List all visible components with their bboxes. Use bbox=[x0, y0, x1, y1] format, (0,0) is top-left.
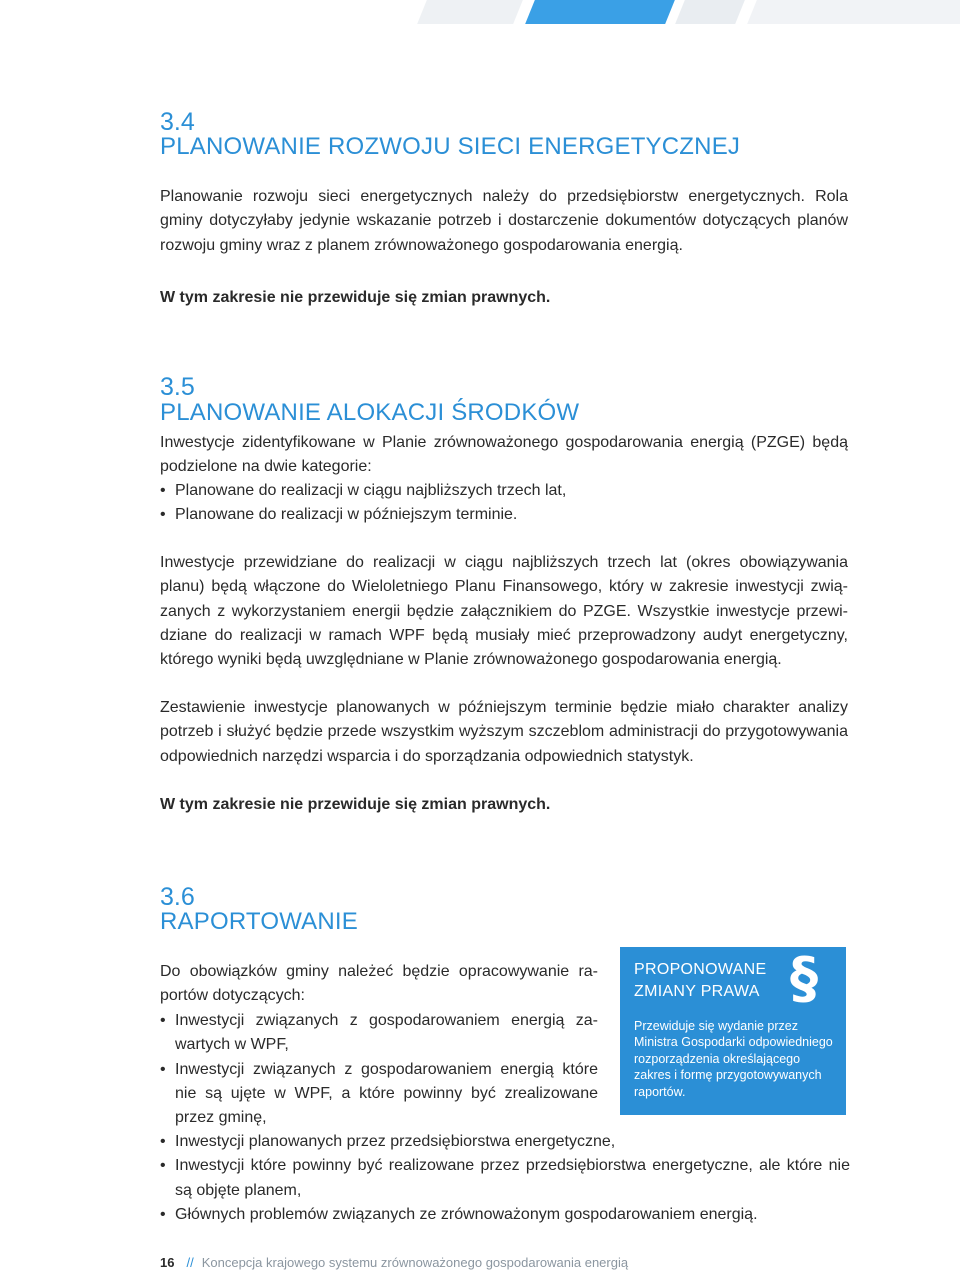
top-bar-segment bbox=[417, 0, 523, 24]
box-text: Przewiduje się wydanie przez Ministra Gospodarki odpowiedniego rozporządzenia określającego zakres i formę przygotowywanych raportów. bbox=[634, 1019, 833, 1099]
section-3-6-bullet-list-wide bbox=[160, 1130, 850, 1227]
section-3-5-intro: Inwestycje zidentyfikowane w Planie zrównoważonego gospodarowania energią (PZGE) będą podzielone na dwie kategorie: bbox=[160, 434, 848, 476]
list-item: • Głównych problemów związanych ze zrównoważonym gospodarowaniem energią. bbox=[160, 1203, 850, 1227]
section-3-4-note: W tym zakresie nie przewiduje się zmian prawnych. bbox=[160, 289, 551, 306]
section-title-3-5: PLANOWANIE ALOKACJI ŚRODKÓW bbox=[160, 399, 580, 426]
section-number-3-4: 3.4 bbox=[160, 108, 195, 136]
footer-title: Koncepcja krajowego systemu zrównoważonego gospodarowania energią bbox=[201, 1255, 629, 1270]
list-item: • Planowane do realizacji w ciągu najbliższych trzech lat, bbox=[160, 479, 860, 503]
section-number-3-5: 3.5 bbox=[160, 373, 195, 401]
top-bar-segment bbox=[675, 0, 745, 24]
footer-separator: // bbox=[186, 1255, 194, 1270]
page-number: 16 bbox=[160, 1255, 175, 1270]
list-item: • Inwestycji planowanych przez przedsiębiorstwa energetyczne, bbox=[160, 1130, 850, 1154]
top-decorative-bar bbox=[0, 0, 960, 24]
section-3-5-note: W tym zakresie nie przewiduje się zmian prawnych. bbox=[160, 796, 551, 813]
list-item: • Inwestycji które powinny być realizowane przez przedsiębiorstwa energetyczne, ale które nie są objęte planem, bbox=[160, 1154, 850, 1203]
section-number-3-6: 3.6 bbox=[160, 883, 195, 911]
section-title-3-4: PLANOWANIE ROZWOJU SIECI ENERGETYCZNEJ bbox=[160, 133, 741, 160]
section-3-5-paragraph-1: Inwestycje przewidziane do realizacji w ciągu najbliższych trzech lat (okres obowiązywania planu) będą włączone do Wieloletniego Planu Finansowego, który w zakresie inwestycji związanych z wykorzystaniem energii będzie załącznikiem do PZGE. Wszystkie inwestycje przewidziane do realizacji w ramach WPF będą musiały mieć przeprowadzony audyt energetyczny, którego wyniki będą uwzględniane w Planie zrównoważonego gospodarowania energią. bbox=[160, 554, 848, 669]
section-sign-icon: § bbox=[790, 946, 818, 1011]
section-3-6-intro: Do obowiązków gminy należeć będzie opracowywanie raportów dotyczących: bbox=[160, 963, 598, 1005]
section-3-6-bullet-list-narrow bbox=[160, 1009, 598, 1130]
list-item: • Planowane do realizacji w późniejszym terminie. bbox=[160, 503, 860, 527]
section-3-5-paragraph-2: Zestawienie inwestycje planowanych w późniejszym terminie będzie miało charakter analizy potrzeb i służyć będzie przede wszystkim wyższym szczeblom administracji do przygotowywania odpowiednich narzędzi wsparcia i do sporządzania odpowiednich statystyk. bbox=[160, 699, 848, 765]
section-3-5-bullet-list bbox=[160, 479, 860, 528]
box-title: PROPONOWANE ZMIANY PRAWA bbox=[634, 961, 767, 1000]
list-item: • Inwestycji związanych z gospodarowaniem energią zawartych w WPF, bbox=[160, 1009, 598, 1058]
section-3-4-paragraph: Planowanie rozwoju sieci energetycznych należy do przedsiębiorstw energetycznych. Rola gminy dotyczyłaby jedynie wskazanie potrzeb i dostarczenie dokumentów dotyczących planów rozwoju gminy wraz z planem zrównoważonego gospodarowania energią. bbox=[160, 188, 848, 254]
section-title-3-6: RAPORTOWANIE bbox=[160, 908, 358, 935]
top-bar-segment bbox=[747, 0, 960, 24]
proposed-law-changes-box bbox=[620, 947, 846, 1115]
list-item: • Inwestycji związanych z gospodarowaniem energią które nie są ujęte w WPF, a które powinny być zrealizowane przez gminę, bbox=[160, 1058, 598, 1131]
page-footer bbox=[160, 1255, 628, 1271]
top-bar-accent-segment bbox=[525, 0, 675, 24]
